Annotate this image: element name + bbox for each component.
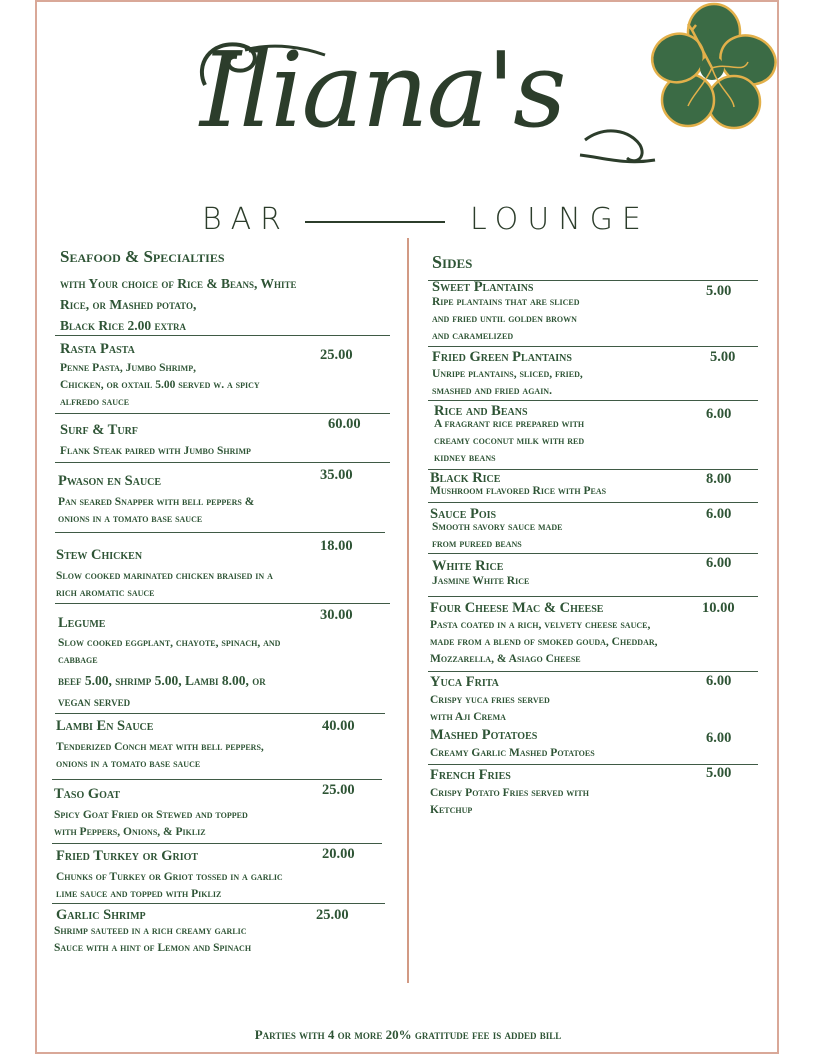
menu-item-desc: Sauce with a hint of Lemon and Spinach bbox=[54, 942, 252, 954]
menu-item-name: Four Cheese Mac & Cheese bbox=[430, 600, 604, 616]
menu-item-desc: Flank Steak paired with Jumbo Shrimp bbox=[60, 445, 251, 457]
menu-item-price: 25.00 bbox=[320, 347, 353, 363]
rule bbox=[428, 346, 758, 347]
menu-item-desc: Chunks of Turkey or Griot tossed in a garlic bbox=[56, 871, 283, 883]
menu-item-desc: rich aromatic sauce bbox=[56, 587, 155, 599]
menu-item-name: Black Rice bbox=[430, 470, 501, 486]
menu-item-name: Fried Green Plantains bbox=[432, 349, 572, 365]
menu-item-name: Surf & Turf bbox=[60, 422, 138, 438]
menu-item-desc: Jasmine White Rice bbox=[432, 575, 530, 587]
menu-item-desc: Penne Pasta, Jumbo Shrimp, bbox=[60, 362, 196, 374]
menu-item-desc: with Peppers, Onions, & Pikliz bbox=[54, 826, 206, 838]
section-note-3: Black Rice 2.00 extra bbox=[60, 318, 187, 333]
menu-item-desc: and caramelized bbox=[432, 330, 514, 342]
menu-item-desc: Crispy yuca fries served bbox=[430, 694, 550, 706]
rule bbox=[55, 603, 390, 604]
menu-item-price: 8.00 bbox=[706, 471, 732, 487]
menu-item-name: Lambi En Sauce bbox=[56, 718, 154, 734]
menu-item-desc: alfredo sauce bbox=[60, 396, 130, 408]
menu-item-desc: A fragrant rice prepared with bbox=[434, 418, 585, 430]
rule bbox=[52, 903, 385, 904]
menu-item-desc: Pasta coated in a rich, velvety cheese sauce, bbox=[430, 619, 651, 631]
column-divider bbox=[407, 238, 409, 983]
menu-item-desc: kidney beans bbox=[434, 452, 496, 464]
menu-item-desc: Creamy Garlic Mashed Potatoes bbox=[430, 747, 595, 759]
sides-section-title: Sides bbox=[432, 252, 473, 272]
menu-item-name: Sauce Pois bbox=[430, 506, 497, 522]
menu-item-price: 6.00 bbox=[706, 406, 732, 422]
brand-logo: Iliana's bbox=[200, 29, 565, 151]
menu-item-name: Rice and Beans bbox=[434, 403, 528, 419]
menu-item-name: Yuca Frita bbox=[430, 674, 499, 690]
menu-item-desc: Pan seared Snapper with bell peppers & bbox=[58, 496, 255, 508]
menu-item-desc: cabbage bbox=[58, 654, 98, 666]
menu-item-desc: smashed and fried again. bbox=[432, 385, 552, 397]
hibiscus-flower-icon bbox=[648, 2, 780, 134]
menu-item-desc: creamy coconut milk with red bbox=[434, 435, 585, 447]
menu-item-price: 10.00 bbox=[702, 600, 735, 616]
menu-item-desc: Chicken, or oxtail 5.00 served w. a spicy bbox=[60, 379, 260, 391]
menu-item-desc: Slow cooked eggplant, chayote, spinach, and bbox=[58, 637, 281, 649]
menu-item-extra: vegan served bbox=[58, 694, 131, 709]
menu-item-name: Legume bbox=[58, 615, 106, 631]
rule bbox=[428, 671, 758, 672]
menu-item-price: 6.00 bbox=[706, 506, 732, 522]
rule bbox=[428, 400, 758, 401]
menu-item-desc: onions in a tomato base sauce bbox=[58, 513, 203, 525]
rule bbox=[55, 413, 390, 414]
menu-item-desc: Slow cooked marinated chicken braised in a bbox=[56, 570, 273, 582]
menu-item-desc: Ripe plantains that are sliced bbox=[432, 296, 580, 308]
rule bbox=[52, 843, 382, 844]
menu-item-name: Stew Chicken bbox=[56, 547, 143, 563]
rule bbox=[55, 335, 390, 336]
menu-item-name: Rasta Pasta bbox=[60, 341, 135, 357]
rule bbox=[428, 553, 758, 554]
menu-item-desc: onions in a tomato base sauce bbox=[56, 758, 201, 770]
menu-item-extra: beef 5.00, shrimp 5.00, Lambi 8.00, or bbox=[58, 673, 266, 688]
menu-item-price: 25.00 bbox=[322, 782, 355, 798]
menu-item-desc: Shrimp sauteed in a rich creamy garlic bbox=[54, 925, 247, 937]
seafood-section-title: Seafood & Specialties bbox=[60, 247, 225, 266]
rule bbox=[55, 713, 385, 714]
menu-item-desc: made from a blend of smoked gouda, Cheddar, bbox=[430, 636, 658, 648]
menu-item-name: Fried Turkey or Griot bbox=[56, 848, 199, 864]
menu-item-price: 18.00 bbox=[320, 538, 353, 554]
menu-item-price: 30.00 bbox=[320, 607, 353, 623]
menu-item-price: 25.00 bbox=[316, 907, 349, 923]
menu-item-price: 6.00 bbox=[706, 730, 732, 746]
menu-item-price: 60.00 bbox=[328, 416, 361, 432]
menu-item-desc: Mushroom flavored Rice with Peas bbox=[430, 485, 607, 497]
menu-item-desc: Tenderized Conch meat with bell peppers, bbox=[56, 741, 264, 753]
menu-item-desc: Spicy Goat Fried or Stewed and topped bbox=[54, 809, 248, 821]
menu-item-price: 20.00 bbox=[322, 846, 355, 862]
menu-item-desc: with Aji Crema bbox=[430, 711, 506, 723]
menu-item-name: Garlic Shrimp bbox=[56, 907, 146, 923]
menu-item-price: 5.00 bbox=[706, 765, 732, 781]
menu-item-price: 5.00 bbox=[706, 283, 732, 299]
menu-item-desc: Crispy Potato Fries served with bbox=[430, 787, 589, 799]
menu-item-name: Mashed Potatoes bbox=[430, 727, 538, 743]
menu-item-desc: and fried until golden brown bbox=[432, 313, 577, 325]
lounge-label: LOUNGE bbox=[470, 202, 650, 237]
menu-item-name: Taso Goat bbox=[54, 786, 121, 802]
menu-item-price: 5.00 bbox=[710, 349, 736, 365]
gratuity-note: Parties with 4 or more 20% gratitude fee is added bill bbox=[254, 1027, 562, 1042]
menu-item-desc: from pureed beans bbox=[432, 538, 522, 550]
menu-item-desc: Ketchup bbox=[430, 804, 473, 816]
menu-item-name: French Fries bbox=[430, 767, 511, 783]
rule bbox=[52, 779, 382, 780]
menu-item-desc: lime sauce and topped with Pikliz bbox=[56, 888, 222, 900]
menu-item-desc: Smooth savory sauce made bbox=[432, 521, 563, 533]
menu-item-name: Pwason en Sauce bbox=[58, 473, 162, 489]
section-note-1: with Your choice of Rice & Beans, White bbox=[60, 276, 297, 291]
menu-item-price: 6.00 bbox=[706, 673, 732, 689]
brand-divider bbox=[305, 221, 445, 223]
menu-item-desc: Mozzarella, & Asiago Cheese bbox=[430, 653, 581, 665]
rule bbox=[428, 596, 758, 597]
menu-item-name: White Rice bbox=[432, 558, 504, 574]
menu-item-name: Sweet Plantains bbox=[432, 279, 534, 295]
rule bbox=[428, 502, 758, 503]
menu-item-price: 35.00 bbox=[320, 467, 353, 483]
menu-item-desc: Unripe plantains, sliced, fried, bbox=[432, 368, 583, 380]
bar-label: BAR bbox=[202, 202, 291, 237]
menu-item-price: 40.00 bbox=[322, 718, 355, 734]
rule bbox=[55, 462, 390, 463]
section-note-2: Rice, or Mashed potato, bbox=[60, 297, 197, 312]
rule bbox=[55, 532, 385, 533]
menu-item-price: 6.00 bbox=[706, 555, 732, 571]
